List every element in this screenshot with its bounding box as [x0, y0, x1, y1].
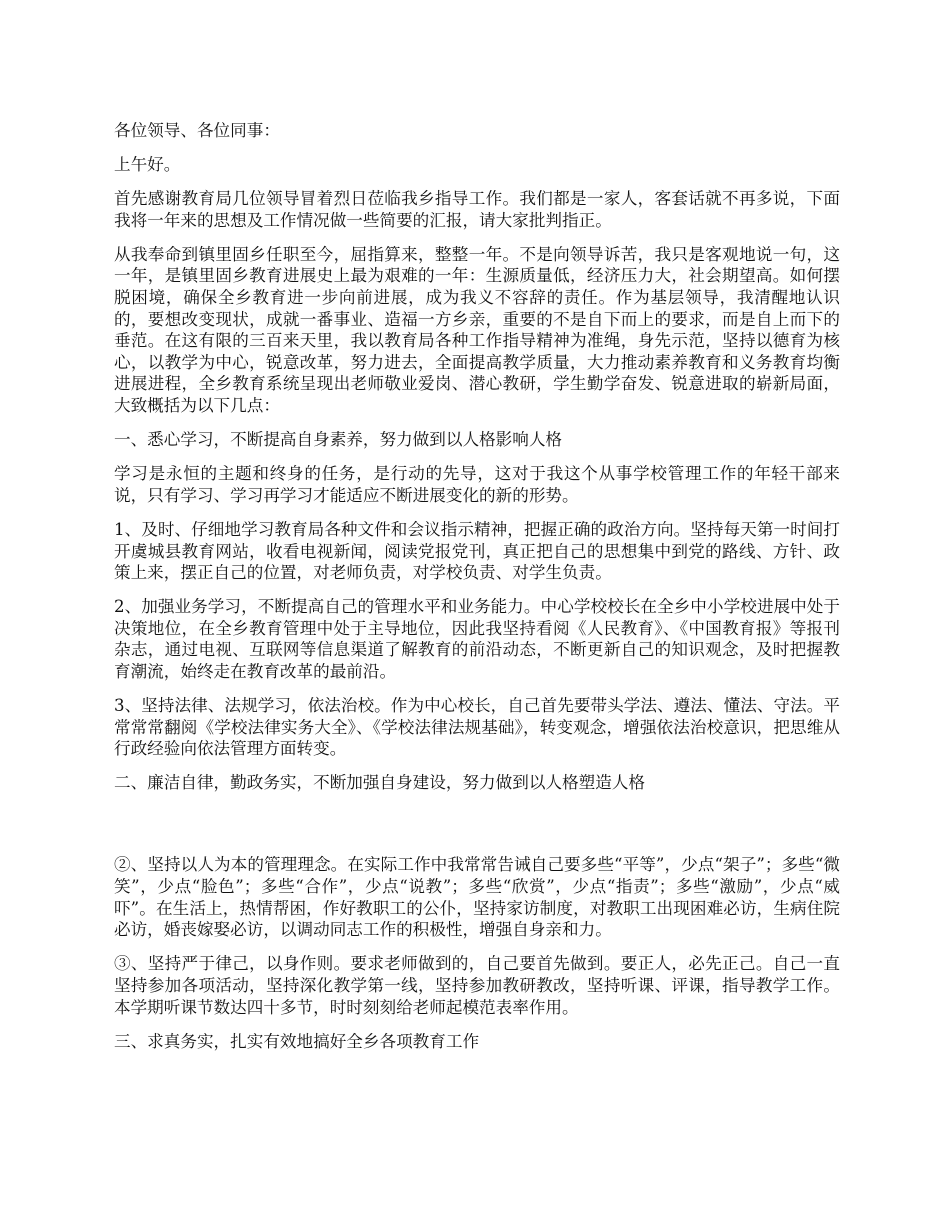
paragraph-intro: 首先感谢教育局几位领导冒着烈日莅临我乡指导工作。我们都是一家人，客套话就不再多说，下面我将一年来的思想及工作情况做一些简要的汇报，请大家批判指正。 — [114, 189, 840, 230]
paragraph-overview: 从我奉命到镇里固乡任职至今，屈指算来，整整一年。不是向领导诉苦，我只是客观地说一句，这一年，是镇里固乡教育进展史上最为艰难的一年：生源质量低，经济压力大，社会期望高。如何摆脱困境，确保全乡教育进一步向前进展，成为我义不容辞的责任。作为基层领导，我清醒地认识的，要想改变现状，成就一番事业、造福一方乡亲，重要的不是自下而上的要求，而是自上而下的垂范。在这有限的三百来天里，我以教育局各种工作指导精神为准绳，身先示范，坚持以德育为核心，以教学为中心，锐意改革，努力进去，全面提高教学质量，大力推动素养教育和义务教育均衡进展进程，全乡教育系统呈现出老师敬业爱岗、潜心教研，学生勤学奋发、锐意进取的崭新局面，大致概括为以下几点： — [114, 244, 840, 416]
section-heading-3: 三、求真务实，扎实有效地搞好全乡各项教育工作 — [114, 1031, 480, 1051]
section-heading-1: 一、悉心学习，不断提高自身素养，努力做到以人格影响人格 — [114, 430, 563, 450]
list-item-circled-2: ②、坚持以人为本的管理理念。在实际工作中我常常告诫自己要多些“平等”，少点“架子”；多些“微笑”，少点“脸色”；多些“合作”，少点“说教”；多些“欣赏”，少点“指责”；多些“激励”，少点“威吓”。在生活上，热情帮困，作好教职工的公仆，坚持家访制度，对教职工出现困难必访，生病住院必访，婚丧嫁娶必访，以调动同志工作的积极性，增强自身亲和力。 — [114, 855, 840, 940]
list-item-3: 3、坚持法律、法规学习，依法治校。作为中心校长，自己首先要带头学法、遵法、懂法、守法。平常常常翻阅《学校法律实务大全》、《学校法律法规基础》，转变观念，增强依法治校意识，把思维从行政经验向依法管理方面转变。 — [114, 696, 840, 759]
paragraph-learning: 学习是永恒的主题和终身的任务，是行动的先导，这对于我这个从事学校管理工作的年轻干部来说，只有学习、学习再学习才能适应不断进展变化的新的形势。 — [114, 464, 840, 505]
list-item-1: 1、及时、仔细地学习教育局各种文件和会议指示精神，把握正确的政治方向。坚持每天第一时间打开虞城县教育网站，收看电视新闻，阅读党报党刊，真正把自己的思想集中到党的路线、方针、政策上来，摆正自己的位置，对老师负责，对学校负责、对学生负责。 — [114, 519, 840, 583]
greeting: 上午好。 — [114, 155, 181, 175]
salutation: 各位领导、各位同事： — [114, 121, 280, 140]
document-body — [114, 120, 840, 1065]
blank-spacer — [114, 806, 840, 854]
section-heading-2: 二、廉洁自律，勤政务实，不断加强自身建设，努力做到以人格塑造人格 — [114, 773, 645, 793]
list-item-2: 2、加强业务学习，不断提高自己的管理水平和业务能力。中心学校校长在全乡中小学校进展中处于决策地位，在全乡教育管理中处于主导地位，因此我坚持看阅《人民教育》、《中国教育报》等报刊杂志，通过电视、互联网等信息渠道了解教育的前沿动态，不断更新自己的知识观念，及时把握教育潮流，始终走在教育改革的最前沿。 — [114, 597, 840, 681]
list-item-circled-3: ③、坚持严于律己，以身作则。要求老师做到的，自己要首先做到。要正人，必先正己。自己一直坚持参加各项活动，坚持深化教学第一线，坚持参加教研教改，坚持听课、评课，指导教学工作。本学期听课节数达四十多节，时时刻刻给老师起模范表率作用。 — [114, 954, 840, 1017]
